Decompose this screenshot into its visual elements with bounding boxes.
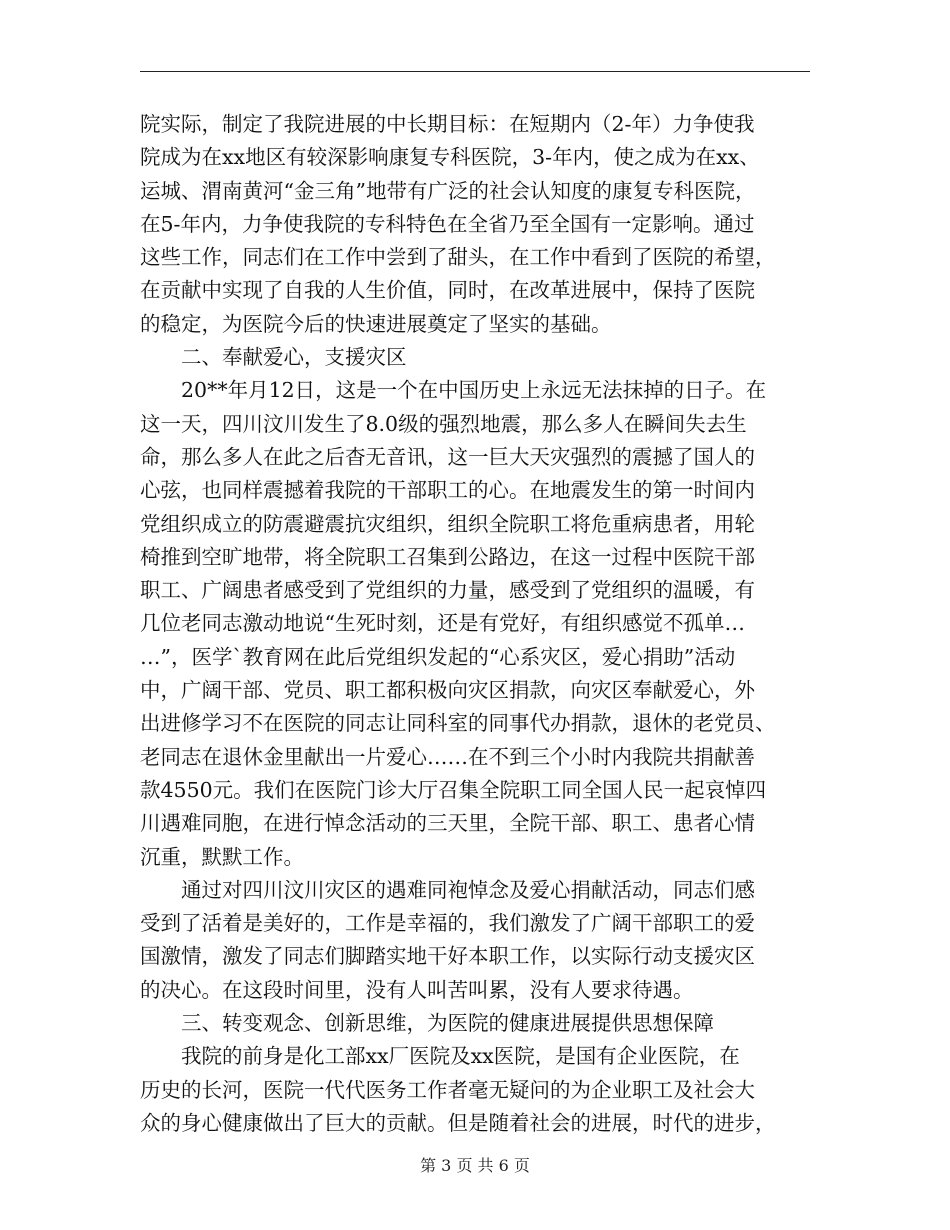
document-body: [140, 108, 810, 1140]
text-line: 历史的长河，医院一代代医务工作者毫无疑问的为企业职工及社会大: [140, 1077, 755, 1102]
section-heading: 三、转变观念、创新思维，为医院的健康进展提供思想保障: [140, 1011, 714, 1036]
text-line: 川遇难同胞，在进行悼念活动的三天里，全院干部、职工、患者心情: [140, 811, 755, 836]
section-heading: 二、奉献爱心，支援灾区: [140, 345, 407, 370]
text-line: 款4550元。我们在医院门诊大厅召集全院职工同全国人民一起哀悼四: [140, 777, 767, 802]
text-line: 在贡献中实现了自我的人生价值，同时，在改革进展中，保持了医院: [140, 278, 755, 303]
text-line: 沉重，默默工作。: [140, 844, 304, 869]
header-rule: [140, 71, 810, 72]
text-line: 受到了活着是美好的，工作是幸福的，我们激发了广阔干部职工的爱: [140, 911, 755, 936]
text-line: 中，广阔干部、党员、职工都积极向灾区捐款，向灾区奉献爱心，外: [140, 678, 755, 703]
text-line: 老同志在退休金里献出一片爱心……在不到三个小时内我院共捐献善: [140, 744, 755, 769]
text-line: 这些工作，同志们在工作中尝到了甜头，在工作中看到了医院的希望，: [140, 245, 776, 270]
text-line: 通过对四川汶川灾区的遇难同袍悼念及爱心捐献活动，同志们感: [140, 877, 755, 902]
text-line: 党组织成立的防震避震抗灾组织，组织全院职工将危重病患者，用轮: [140, 511, 755, 536]
text-line: 我院的前身是化工部xx厂医院及xx医院，是国有企业医院，在: [140, 1044, 740, 1069]
text-line: 几位老同志激动地说“生死时刻，还是有党好，有组织感觉不孤单…: [140, 611, 745, 636]
text-line: 的决心。在这段时间里，没有人叫苦叫累，没有人要求待遇。: [140, 977, 694, 1002]
text-line: 院成为在xx地区有较深影响康复专科医院，3-年内，使之成为在xx、: [140, 145, 760, 170]
text-line: …”，医学`教育网在此后党组织发起的“心系灾区，爱心捐助”活动: [140, 644, 736, 669]
text-line: 出进修学习不在医院的同志让同科室的同事代办捐款，退休的老党员、: [140, 711, 776, 736]
text-line: 20**年月12日，这是一个在中国历史上永远无法抹掉的日子。在: [140, 378, 767, 403]
text-line: 椅推到空旷地带，将全院职工召集到公路边，在这一过程中医院干部: [140, 544, 755, 569]
text-line: 院实际，制定了我院进展的中长期目标：在短期内（2-年）力争使我: [140, 112, 755, 136]
text-line: 的稳定，为医院今后的快速进展奠定了坚实的基础。: [140, 311, 612, 336]
text-line: 命，那么多人在此之后杳无音讯，这一巨大天灾强烈的震撼了国人的: [140, 444, 755, 469]
text-line: 运城、渭南黄河“金三角”地带有广泛的社会认知度的康复专科医院，: [140, 178, 756, 203]
text-line: 职工、广阔患者感受到了党组织的力量，感受到了党组织的温暖，有: [140, 578, 755, 603]
page-number-footer: 第 3 页 共 6 页: [420, 1156, 530, 1175]
text-line: 众的身心健康做出了巨大的贡献。但是随着社会的进展，时代的进步，: [140, 1110, 776, 1135]
text-line: 这一天，四川汶川发生了8.0级的强烈地震，那么多人在瞬间失去生: [140, 411, 747, 436]
text-line: 国激情，激发了同志们脚踏实地干好本职工作，以实际行动支援灾区: [140, 944, 755, 969]
text-line: 在5-年内，力争使我院的专科特色在全省乃至全国有一定影响。通过: [140, 211, 755, 236]
text-line: 心弦，也同样震撼着我院的干部职工的心。在地震发生的第一时间内: [140, 478, 755, 503]
